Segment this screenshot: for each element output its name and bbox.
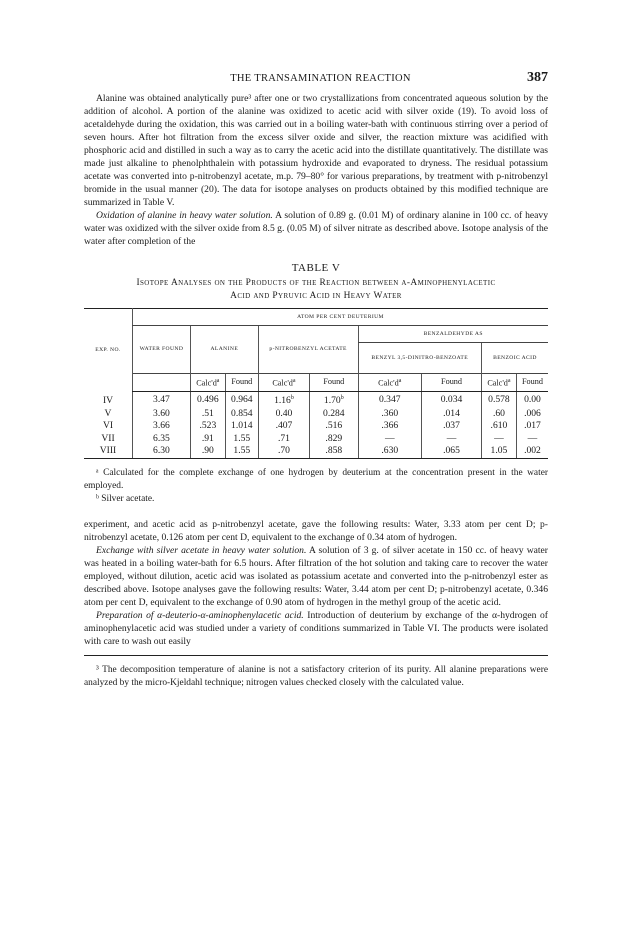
value-cell: .91: [190, 433, 225, 446]
value-cell: 0.40: [258, 408, 309, 421]
page-footnote: ³ The decomposition temperature of alanine is not a satisfactory criterion of its purity. All alanine preparations were analyzed by the micro-Kjeldahl technique; nitrogen values checked closely with the calculated value.: [84, 664, 548, 688]
subheader-found: Found: [422, 374, 482, 392]
value-cell: —: [481, 433, 516, 446]
exp-number-cell: VII: [101, 432, 115, 444]
table-row: [84, 392, 548, 408]
value-cell: .523: [190, 420, 225, 433]
running-header: [84, 70, 548, 92]
table-footnote-b: ᵇ Silver acetate.: [96, 493, 155, 504]
preparation-text: Introduction of deuterium by exchange of the α-hydrogen of aminophenylacetic acid was studied under a variety of conditions summarized in Table VI. The products were isolated with care to wash out easily: [84, 609, 548, 647]
value-cell: .71: [258, 433, 309, 446]
value-cell: —: [516, 433, 548, 446]
exp-number-cell: V: [104, 407, 112, 419]
col-benzoic-acid: BENZOIC ACID: [481, 343, 548, 374]
value-cell: 6.30: [133, 445, 191, 458]
exp-number-cell: VI: [102, 420, 114, 432]
value-cell: .70: [258, 445, 309, 458]
col-alanine: ALANINE: [190, 326, 258, 374]
value-cell: .630: [358, 445, 422, 458]
value-cell: .017: [516, 420, 548, 433]
header-atom-per-cent: ATOM PER CENT DEUTERIUM: [133, 309, 549, 326]
value-cell: 1.014: [225, 420, 258, 433]
value-cell: .610: [481, 420, 516, 433]
value-cell: —: [422, 433, 482, 446]
value-cell: 1.05: [481, 445, 516, 458]
table-label: TABLE V: [291, 262, 341, 274]
value-cell: 0.034: [422, 392, 482, 408]
paragraph-oxidation: [84, 209, 548, 248]
page-number: 387: [527, 70, 548, 85]
oxidation-heading: Oxidation of alanine in heavy water solution.: [96, 210, 273, 221]
page: [84, 70, 548, 690]
value-cell: 3.66: [133, 420, 191, 433]
subheader-found: Found: [516, 374, 548, 392]
oxidation-text: A solution of 0.89 g. (0.01 M) of ordinary alanine in 100 cc. of heavy water was oxidized with the silver oxide from 8.5 g. (0.05 M) of silver nitrate as described above. Isotope analysis of the water after completion of the: [84, 210, 549, 247]
table-footnote-a: ᵃ Calculated for the complete exchange of one hydrogen by deuterium at the concentration present in the water employed.: [84, 467, 548, 491]
exchange-heading: Exchange with silver acetate in heavy water solution.: [96, 544, 307, 556]
table-row: [84, 420, 548, 433]
running-title: THE TRANSAMINATION REACTION: [230, 73, 411, 84]
value-cell: .829: [310, 433, 358, 446]
value-cell: .366: [358, 420, 422, 433]
value-cell: .51: [190, 408, 225, 421]
col-water-found: WATER FOUND: [133, 326, 191, 374]
value-cell: 1.55: [225, 445, 258, 458]
footnote-mark-b: b: [340, 395, 344, 401]
value-cell: 0.00: [516, 392, 548, 408]
value-cell: .006: [516, 408, 548, 421]
value-cell: 0.284: [310, 408, 358, 421]
col-benzaldehyde-as: BENZALDEHYDE AS: [358, 326, 548, 343]
subheader-found: Found: [225, 374, 258, 392]
paragraph-preparation: [84, 609, 548, 648]
value-cell: 0.347: [358, 392, 422, 408]
value-cell: 0.496: [190, 392, 225, 408]
value-cell: 1.55: [225, 433, 258, 446]
value-cell: .516: [310, 420, 358, 433]
value-cell: 6.35: [133, 433, 191, 446]
value-cell: 0.964: [225, 392, 258, 408]
value-cell: 0.578: [481, 392, 516, 408]
exp-number-cell: VIII: [84, 445, 133, 458]
subheader-calcd: $Calc'd^a$: [358, 374, 422, 392]
value-cell: .065: [422, 445, 482, 458]
preparation-heading: Preparation of α-deuterio-α-aminophenylacetic acid.: [96, 609, 304, 621]
value-cell: .60: [481, 408, 516, 421]
table-row: [84, 445, 548, 458]
footnote-mark-b: b: [290, 395, 294, 401]
paragraph-exchange: [84, 544, 548, 609]
value-cell: .002: [516, 445, 548, 458]
subheader-calcd: $Calc'd^a$: [258, 374, 309, 392]
table-row: [84, 433, 548, 446]
value-cell: 0.854: [225, 408, 258, 421]
value-cell: 1.70$^b$: [310, 392, 358, 408]
footnote-divider: [84, 655, 548, 656]
table-caption-line-2: Acid and Pyruvic Acid in Heavy Water: [230, 291, 402, 301]
col-dinitrobenzoate: BENZYL 3,5-DINITRO-BENZOATE: [358, 343, 481, 374]
value-cell: .360: [358, 408, 422, 421]
value-cell: 1.16$^b$: [258, 392, 309, 408]
value-cell: —: [358, 433, 422, 446]
value-cell: .037: [422, 420, 482, 433]
col-nitrobenzyl-acetate: p-NITROBENZYL ACETATE: [258, 326, 358, 374]
value-cell: .858: [310, 445, 358, 458]
subheader-calcd: $Calc'd^a$: [481, 374, 516, 392]
value-cell: .90: [190, 445, 225, 458]
paragraph-alanine: Alanine was obtained analytically pure³ after one or two crystallizations from concentrated aqueous solution by the addition of alcohol. A portion of the alanine was oxidized to acetic acid with silver oxide (19). To avoid loss of acetaldehyde during the oxidation, this was carried out in a boiling water-bath with continuous stirring over a period of seven hours. After hot filtration from the excess silver oxide and silver, the reaction mixture was acidified with phosphoric acid and distilled in such a way as to carry the acetic acid into the distillate quantitatively. The distillate was made just alkaline to phenolphthalein with potassium hydroxide and evaporated to dryness. The residual potassium acetate was converted into p-nitrobenzyl acetate, m.p. 79–80° for various preparations, by treatment with p-nitrobenzyl bromide in the usual manner (20). The data for isotope analyses on products obtained by this modified technique are summarized in Table V.: [84, 93, 548, 208]
subheader-found: Found: [310, 374, 358, 392]
exchange-text: A solution of 3 g. of silver acetate in 150 cc. of heavy water was heated in a boiling water-bath for 6.5 hours. After filtration of the hot solution and taking care to recover the water employed, without dilution, acetic acid was isolated as potassium acetate and converted into the p-nitrobenzyl ester as described above. Isotope analyses gave the following results: Water, 3.44 atom per cent D; p-nitrobenzyl acetate, 0.346 atom per cent D, equivalent to the exchange of 0.90 atom of hydrogen in the methyl group of the acetic acid.: [84, 544, 549, 608]
col-exp-no: EXP. NO.: [95, 346, 121, 353]
subheader-calcd: $Calc'd^a$: [190, 374, 225, 392]
value-cell: .407: [258, 420, 309, 433]
value-cell: .014: [422, 408, 482, 421]
isotope-table: [84, 308, 548, 459]
paragraph-results: experiment, and acetic acid as p-nitrobenzyl acetate, gave the following results: Water, 3.33 atom per cent D; p-nitrobenzyl acetate, 0.126 atom per cent D, equivalent to the exchange of 0.34 atom of hydrogen.: [84, 518, 548, 543]
value-cell: 3.47: [133, 392, 191, 408]
table-row: [84, 408, 548, 421]
exp-number-cell: IV: [102, 394, 114, 406]
value-cell: 3.60: [133, 408, 191, 421]
table-caption-line-1: Isotope Analyses on the Products of the Reaction between α-Aminophenylacetic: [136, 278, 496, 288]
